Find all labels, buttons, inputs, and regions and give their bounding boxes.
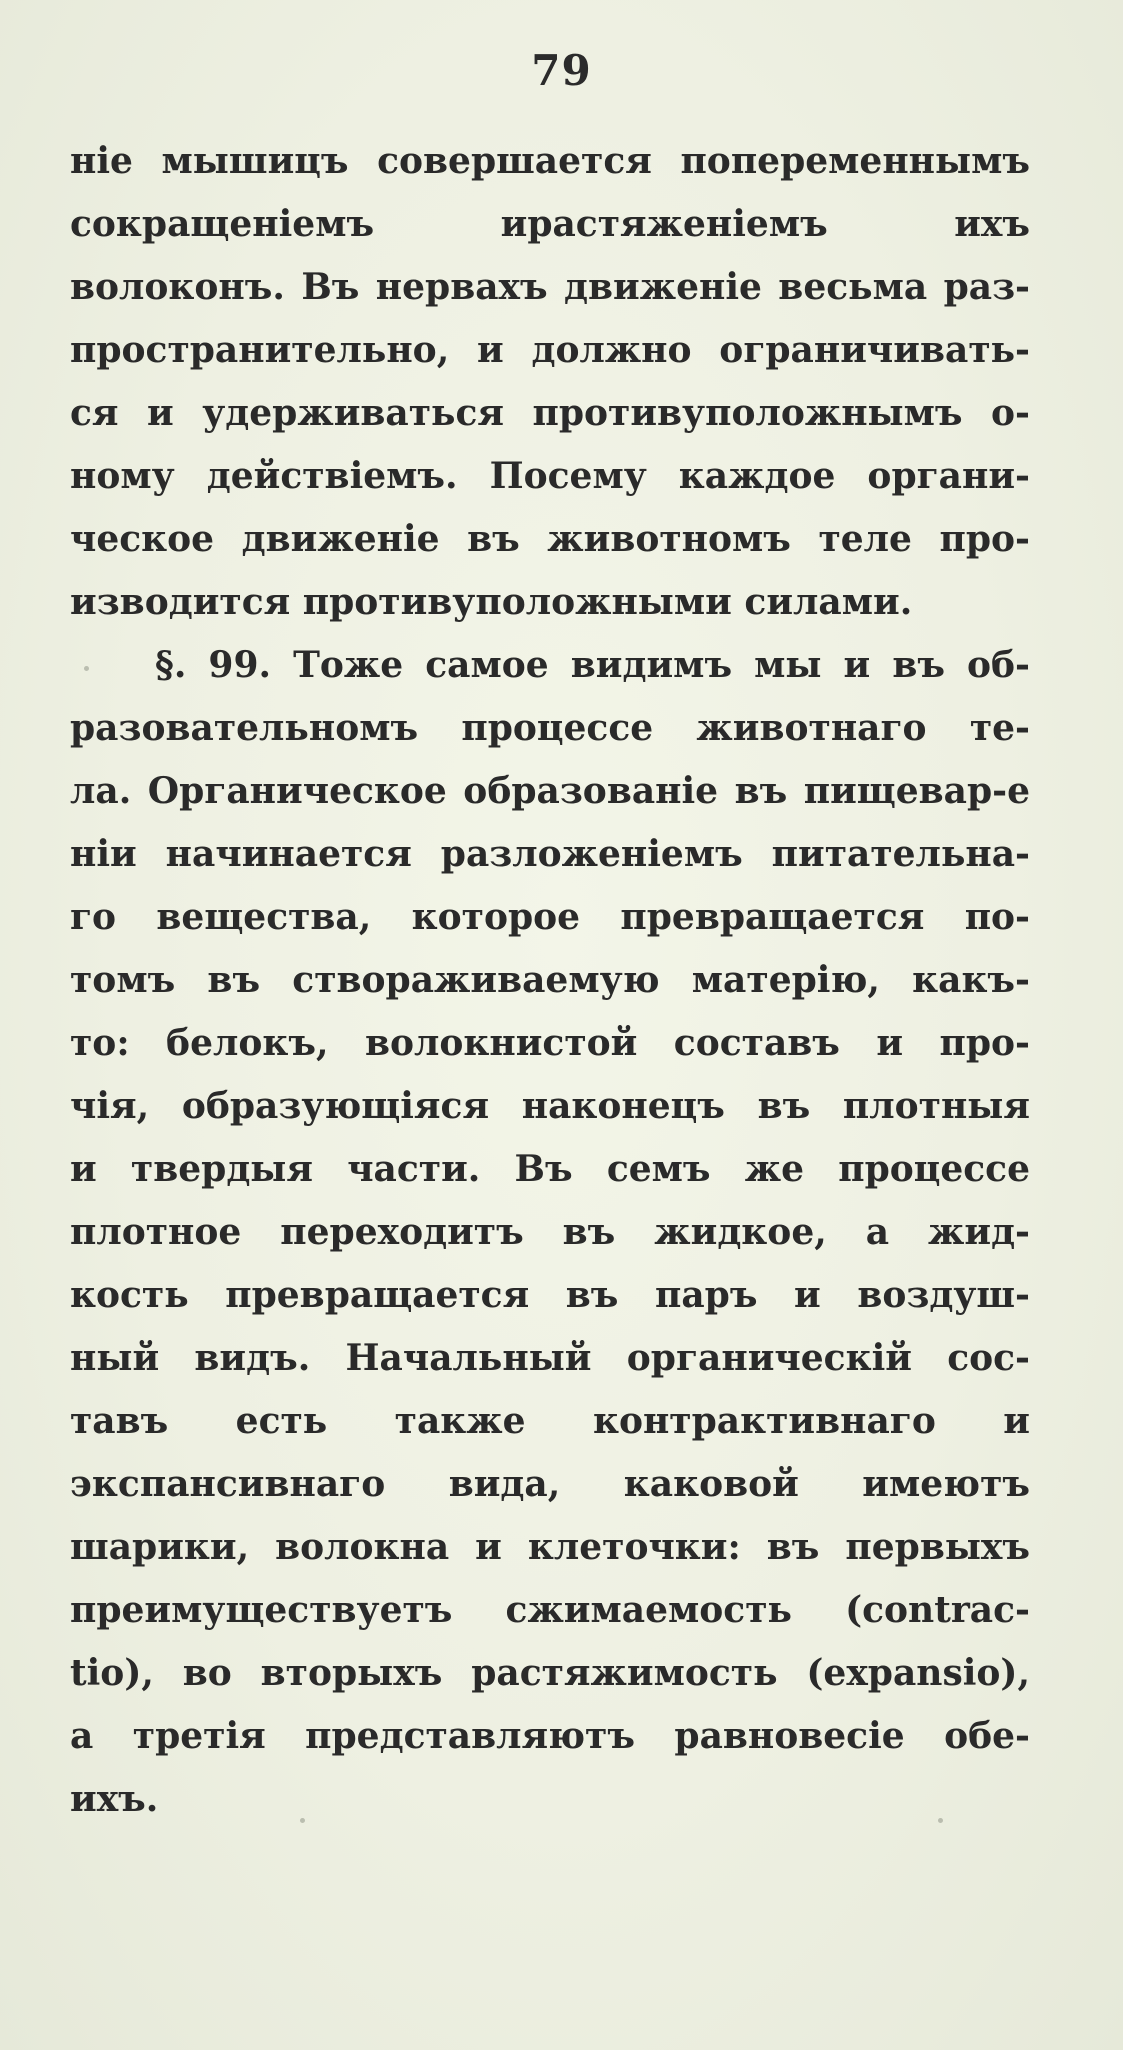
text-line: тавъ есть также контрактивнаго и — [70, 1400, 1030, 1442]
text-line: ный видъ. Начальный органическій сос- — [70, 1337, 1030, 1379]
text-line: кость превращается въ паръ и воздуш- — [70, 1274, 1030, 1316]
text-line: плотное переходитъ въ жидкое, а жид- — [70, 1211, 1030, 1253]
text-line: преимуществуетъ сжимаемость (contrac- — [70, 1589, 1030, 1631]
paper-speck — [938, 1818, 943, 1823]
text-line: ческое движеніе въ животномъ теле про- — [70, 518, 1030, 560]
text-line: шарики, волокна и клеточки: въ первыхъ — [70, 1526, 1030, 1568]
text-line: а третія представляютъ равновесіе обе- — [70, 1715, 1030, 1757]
text-line: ніе мышицъ совершается попеременнымъ — [70, 140, 1030, 182]
text-line: ла. Органическое образованіе въ пищевар-е — [70, 770, 1030, 812]
text-line: разовательномъ процессе животнаго те- — [70, 707, 1030, 749]
page-number: 79 — [531, 46, 592, 95]
text-line: волоконъ. Въ нервахъ движеніе весьма раз- — [70, 266, 1030, 308]
paragraph-2 — [70, 634, 1030, 1831]
text-line: tio), во вторыхъ растяжимость (expansio), — [70, 1652, 1030, 1694]
text-line: §. 99. Тоже самое видимъ мы и въ об- — [155, 644, 1030, 686]
text-line: и твердыя части. Въ семъ же процессе — [70, 1148, 1030, 1190]
text-line: ному действіемъ. Посему каждое органи- — [70, 455, 1030, 497]
text-line: ся и удерживаться противуположнымъ о- — [70, 392, 1030, 434]
text-line: пространительно, и должно ограничивать- — [70, 329, 1030, 371]
text-line: то: белокъ, волокнистой составъ и про- — [70, 1022, 1030, 1064]
body-text — [70, 130, 1030, 1831]
text-line: ихъ. — [70, 1778, 159, 1820]
text-line: ніи начинается разложеніемъ питательна- — [70, 833, 1030, 875]
text-line: сокращеніемъ ирастяженіемъ ихъ — [70, 203, 1030, 245]
text-line: го вещества, которое превращается по- — [70, 896, 1030, 938]
paper-speck — [300, 1818, 305, 1823]
text-line: экспансивнаго вида, каковой имеютъ — [70, 1463, 1030, 1505]
paragraph-1 — [70, 130, 1030, 634]
text-line: изводится противуположными силами. — [70, 581, 913, 623]
paper-speck — [84, 666, 89, 671]
text-line: чія, образующіяся наконецъ въ плотныя — [70, 1085, 1030, 1127]
text-line: томъ въ створаживаемую матерію, какъ- — [70, 959, 1030, 1001]
